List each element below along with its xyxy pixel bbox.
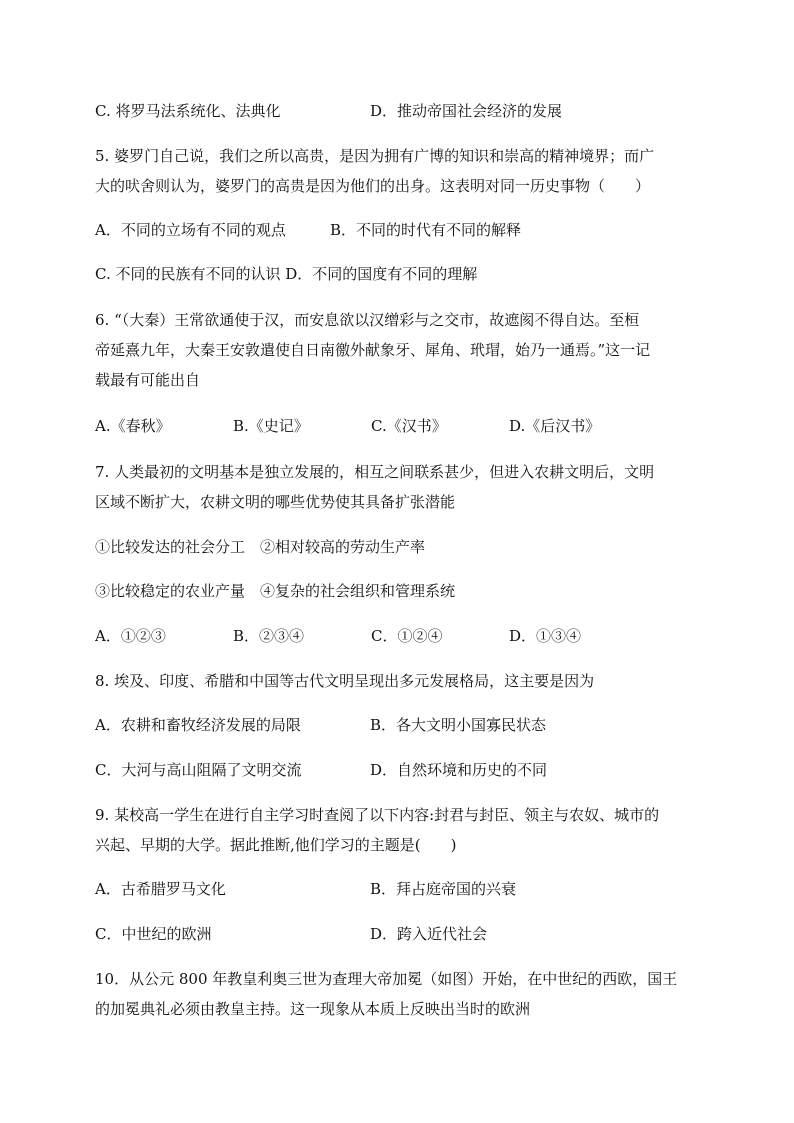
q10-stem-line1: 10．从公元 800 年教皇利奥三世为查理大帝加冕（如图）开始，在中世纪的西欧，国王 — [95, 970, 678, 988]
q7-option-a: A．①②③ — [95, 627, 166, 645]
q6-stem-line1: 6. “（大秦）王常欲通使于汉，而安息欲以汉缯彩与之交市，故遮阂不得自达。至桓 — [95, 311, 640, 329]
q7-items-line2: ③比较稳定的农业产量 ④复杂的社会组织和管理系统 — [95, 582, 456, 600]
q9-option-a: A．古希腊罗马文化 — [95, 880, 226, 898]
q5-stem-line1: 5. 婆罗门自己说，我们之所以高贵，是因为拥有广博的知识和崇高的精神境界；而广 — [95, 147, 655, 165]
q9-option-d: D．跨入近代社会 — [370, 925, 488, 943]
q6-option-a: A.《春秋》 — [95, 417, 171, 435]
q9-stem-line1: 9. 某校高一学生在进行自主学习时查阅了以下内容:封君与封臣、领主与农奴、城市的 — [95, 806, 660, 824]
q5-option-cd: C. 不同的民族有不同的认识 D．不同的国度有不同的理解 — [95, 265, 478, 283]
q5-stem-line2: 大的吠舍则认为，婆罗门的高贵是因为他们的出身。这表明对同一历史事物（ ） — [95, 177, 651, 195]
q7-items-line1: ①比较发达的社会分工 ②相对较高的劳动生产率 — [95, 538, 426, 556]
q8-option-b: B．各大文明小国寡民状态 — [370, 716, 547, 734]
q7-option-b: B．②③④ — [233, 627, 305, 645]
q6-stem-line3: 载最有可能出自 — [95, 371, 201, 389]
q5-option-b: B．不同的时代有不同的解释 — [330, 221, 522, 239]
q9-option-c: C．中世纪的欧洲 — [95, 925, 212, 943]
q7-stem-line2: 区域不断扩大，农耕文明的哪些优势使其具备扩张潜能 — [95, 493, 456, 511]
q4-option-d: D．推动帝国社会经济的发展 — [370, 102, 563, 120]
q8-stem: 8. 埃及、印度、希腊和中国等古代文明呈现出多元发展格局，这主要是因为 — [95, 672, 595, 690]
q6-stem-line2: 帝延熹九年，大秦王安敦遣使自日南徼外献象牙、犀角、玳瑁，始乃一通焉。”这一记 — [95, 341, 651, 359]
q6-option-d: D.《后汉书》 — [509, 417, 601, 435]
q10-stem-line2: 的加冕典礼必须由教皇主持。这一现象从本质上反映出当时的欧洲 — [95, 1000, 531, 1018]
q4-option-c: C. 将罗马法系统化、法典化 — [95, 102, 281, 120]
q7-stem-line1: 7. 人类最初的文明基本是独立发展的，相互之间联系甚少，但进入农耕文明后，文明 — [95, 463, 655, 481]
q8-option-d: D．自然环境和历史的不同 — [370, 761, 548, 779]
q9-stem-line2: 兴起、早期的大学。据此推断,他们学习的主题是( ) — [95, 836, 457, 854]
q7-option-d: D．①③④ — [509, 627, 582, 645]
q8-option-c: C．大河与高山阻隔了文明交流 — [95, 761, 302, 779]
q5-option-a: A．不同的立场有不同的观点 — [95, 221, 286, 239]
q7-option-c: C．①②④ — [371, 627, 443, 645]
q9-option-b: B．拜占庭帝国的兴衰 — [370, 880, 517, 898]
q6-option-c: C.《汉书》 — [371, 417, 447, 435]
q6-option-b: B.《史记》 — [233, 417, 309, 435]
q8-option-a: A．农耕和畜牧经济发展的局限 — [95, 716, 301, 734]
